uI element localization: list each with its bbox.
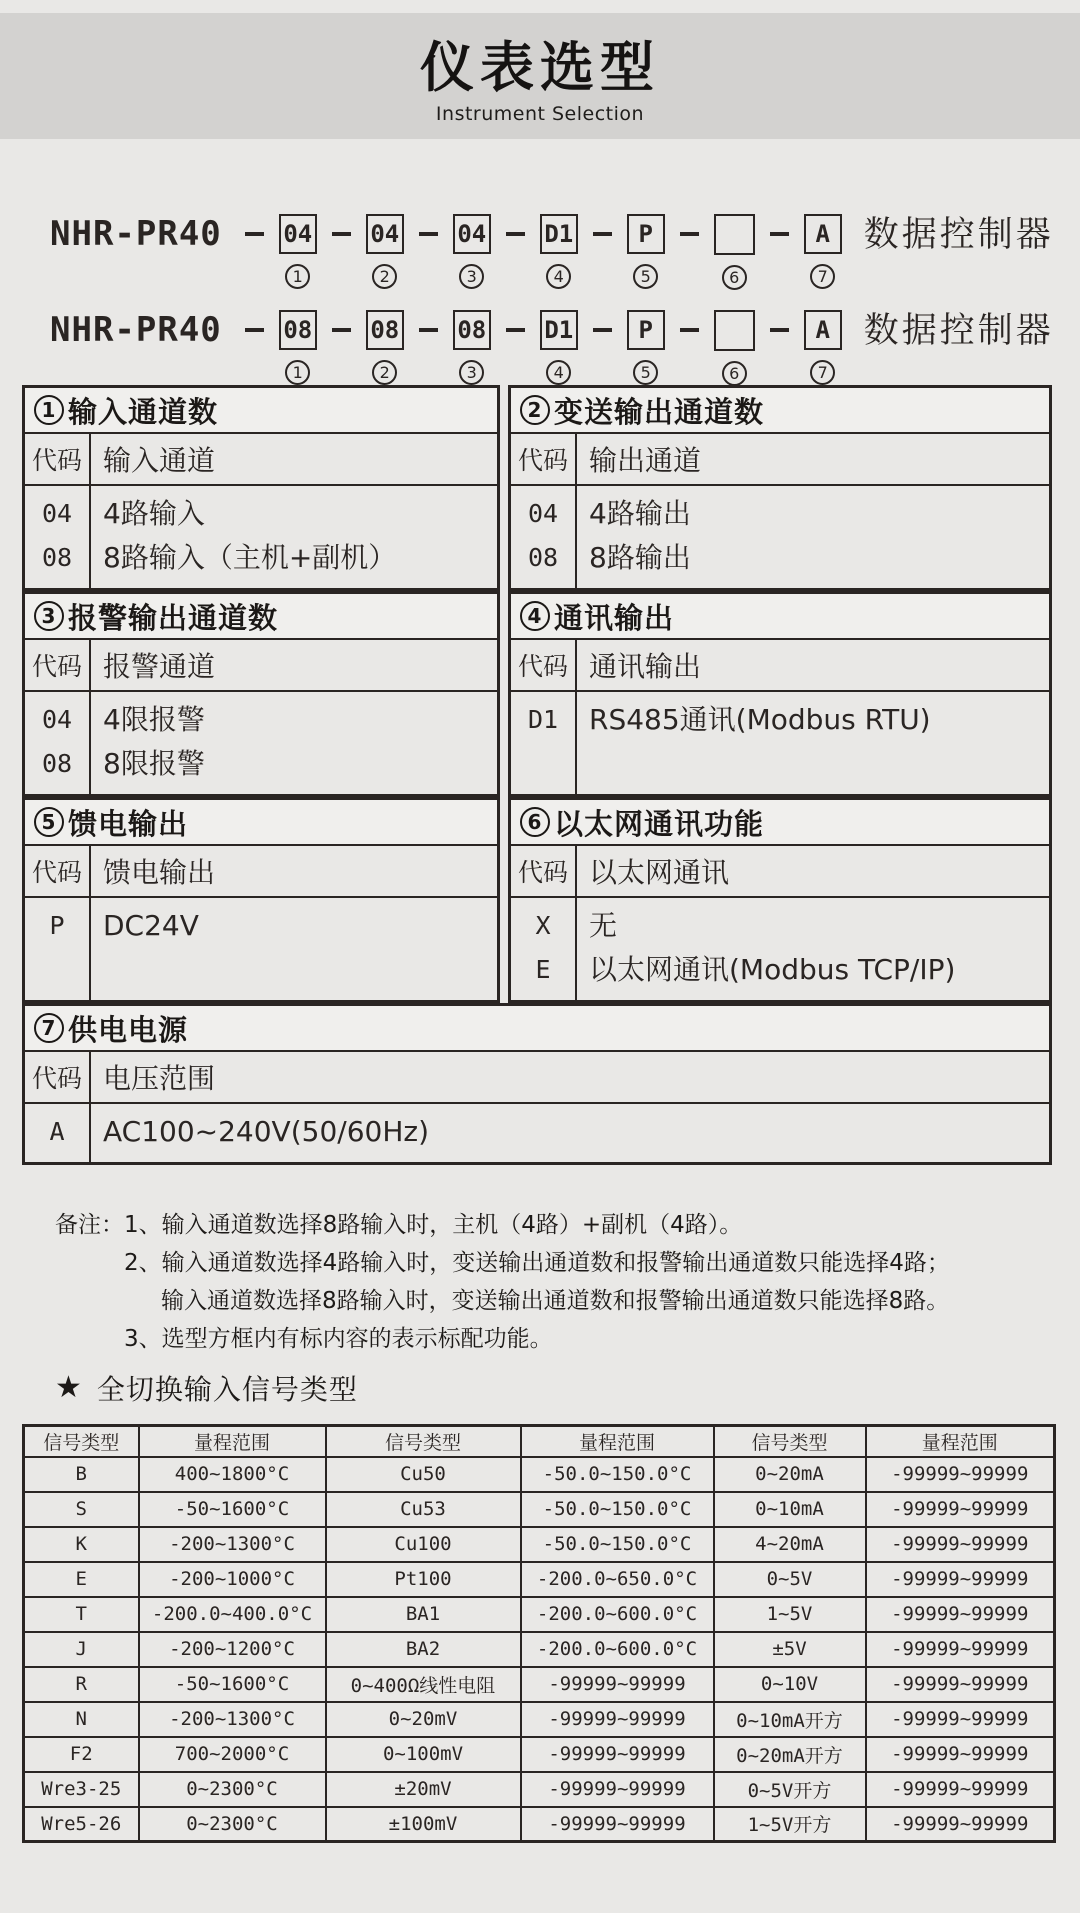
section-header <box>511 800 1049 846</box>
section-header <box>25 800 497 846</box>
model-slot-5 <box>627 214 665 289</box>
section-报警输出通道数 <box>22 591 500 797</box>
section-title: 供电电源 <box>68 1012 189 1047</box>
circled-number: 3 <box>459 360 484 385</box>
section-header <box>511 594 1049 640</box>
page-title: 仪表选型 <box>420 36 660 99</box>
model-code-box-empty <box>714 310 755 351</box>
section-header <box>511 388 1049 434</box>
signal-table-cell: -99999~99999 <box>866 1702 1055 1737</box>
section-column-headers <box>25 640 497 692</box>
signal-table-header-cell: 信号类型 <box>714 1426 866 1457</box>
signal-table-cell: F2 <box>24 1737 139 1772</box>
circled-number: 4 <box>546 264 571 289</box>
signal-table-row <box>24 1702 1055 1737</box>
circled-number: 5 <box>633 264 658 289</box>
circled-number: 2 <box>372 264 397 289</box>
value-column-header: 以太网通讯 <box>589 856 730 889</box>
signal-table-row <box>24 1562 1055 1597</box>
signal-table-cell: -99999~99999 <box>866 1597 1055 1632</box>
signal-table-cell: BA1 <box>326 1597 521 1632</box>
model-slot-6 <box>714 214 755 290</box>
code-column-header: 代码 <box>511 846 577 896</box>
signal-table-header-cell: 信号类型 <box>326 1426 521 1457</box>
code-column-header: 代码 <box>25 434 91 484</box>
model-prefix: NHR-PR40 <box>50 310 222 350</box>
notes-label: 备注： <box>55 1212 124 1238</box>
note-line: 输入通道数选择8路输入时，变送输出通道数和报警输出通道数只能选择8路。 <box>161 1288 950 1314</box>
model-code-box: 08 <box>279 310 317 350</box>
model-line-1 <box>50 214 1054 290</box>
signal-table-cell: 0~2300°C <box>139 1807 326 1842</box>
value-column <box>91 1104 1049 1162</box>
signal-table-cell: 0~5V开方 <box>714 1772 866 1807</box>
star-icon: ★ <box>55 1370 83 1405</box>
signal-table-cell: -200~1000°C <box>139 1562 326 1597</box>
signal-table-cell: -200.0~600.0°C <box>521 1632 714 1667</box>
signal-table-cell: K <box>24 1527 139 1562</box>
section-title: 变送输出通道数 <box>554 394 765 429</box>
option-code: X <box>535 911 551 940</box>
signal-table-cell: T <box>24 1597 139 1632</box>
section-title: 以太网通讯功能 <box>554 806 765 841</box>
option-code: D1 <box>527 705 559 734</box>
circled-number: 6 <box>722 361 747 386</box>
value-column-header: 馈电输出 <box>103 856 216 889</box>
circled-number: 2 <box>372 360 397 385</box>
section-column-headers <box>511 640 1049 692</box>
signal-types-table-wrap <box>22 1424 1053 1843</box>
signal-table-header-cell: 信号类型 <box>24 1426 139 1457</box>
code-column <box>25 692 91 794</box>
model-slot-2 <box>366 310 404 385</box>
code-column <box>511 692 577 794</box>
signal-table-cell: -200.0~400.0°C <box>139 1597 326 1632</box>
signal-table-cell: 0~20mV <box>326 1702 521 1737</box>
signal-table-cell: 0~100mV <box>326 1737 521 1772</box>
dash-separator <box>332 232 351 236</box>
notes-block <box>55 1206 950 1358</box>
signal-table-row <box>24 1527 1055 1562</box>
signal-table-cell: R <box>24 1667 139 1702</box>
option-value: 8路输出 <box>589 541 691 574</box>
signal-table-cell: ±100mV <box>326 1807 521 1842</box>
note-line: 3、选型方框内有标内容的表示标配功能。 <box>124 1326 553 1352</box>
signal-table-cell: ±5V <box>714 1632 866 1667</box>
code-column <box>25 1104 91 1162</box>
circled-number: 3 <box>459 264 484 289</box>
option-code: 08 <box>527 543 559 572</box>
option-code: 08 <box>41 749 73 778</box>
signal-table-cell: -99999~99999 <box>866 1737 1055 1772</box>
circled-number: 5 <box>633 360 658 385</box>
option-code: 04 <box>527 499 559 528</box>
signal-table-cell: -99999~99999 <box>866 1632 1055 1667</box>
section-馈电输出 <box>22 797 500 1003</box>
option-value: RS485通讯(Modbus RTU) <box>589 703 931 736</box>
option-value: DC24V <box>103 909 199 942</box>
circled-number: 3 <box>34 601 64 631</box>
signal-table-cell: 1~5V <box>714 1597 866 1632</box>
section-body <box>25 692 497 794</box>
signal-table-cell: -99999~99999 <box>521 1737 714 1772</box>
model-code-box: 08 <box>453 310 491 350</box>
model-code-box: 04 <box>453 214 491 254</box>
signal-table-cell: -99999~99999 <box>866 1527 1055 1562</box>
signal-table-row <box>24 1632 1055 1667</box>
value-column-header: 通讯输出 <box>589 650 702 683</box>
signal-table-cell: -99999~99999 <box>866 1772 1055 1807</box>
value-column <box>91 486 497 588</box>
dash-separator <box>332 328 351 332</box>
section-title: 报警输出通道数 <box>68 600 279 635</box>
section-header <box>25 388 497 434</box>
model-suffix: 数据控制器 <box>863 215 1054 255</box>
signal-table-cell: 0~5V <box>714 1562 866 1597</box>
option-value: 8限报警 <box>103 747 205 780</box>
section-变送输出通道数 <box>508 385 1052 591</box>
code-column <box>511 898 577 1000</box>
signal-table-cell: J <box>24 1632 139 1667</box>
signal-table-row <box>24 1492 1055 1527</box>
dash-separator <box>506 328 525 332</box>
signal-table-cell: ±20mV <box>326 1772 521 1807</box>
model-slot-3 <box>453 310 491 385</box>
option-code: 04 <box>41 499 73 528</box>
code-column-header: 代码 <box>25 1052 91 1102</box>
signal-table-cell: 0~20mA <box>714 1457 866 1492</box>
model-code-box: D1 <box>540 310 578 350</box>
model-code-box: A <box>804 310 842 350</box>
model-code-box: 08 <box>366 310 404 350</box>
signal-table-cell: 0~2300°C <box>139 1772 326 1807</box>
circled-number: 4 <box>520 601 550 631</box>
dash-separator <box>419 232 438 236</box>
section-column-headers <box>511 434 1049 486</box>
signal-table-cell: S <box>24 1492 139 1527</box>
model-line-2 <box>50 310 1054 386</box>
option-value: AC100~240V(50/60Hz) <box>103 1115 430 1148</box>
signal-table-cell: Wre3-25 <box>24 1772 139 1807</box>
option-value: 8路输入（主机+副机） <box>103 541 397 574</box>
section-column-headers <box>25 846 497 898</box>
signal-table-cell: 4~20mA <box>714 1527 866 1562</box>
signal-table-cell: 0~10V <box>714 1667 866 1702</box>
model-code-box: 04 <box>366 214 404 254</box>
signal-types-heading <box>55 1368 358 1408</box>
code-column <box>511 486 577 588</box>
option-code: A <box>49 1117 65 1146</box>
signal-table-cell: -50~1600°C <box>139 1667 326 1702</box>
dash-separator <box>245 232 264 236</box>
signal-table-cell: 0~10mA开方 <box>714 1702 866 1737</box>
model-prefix: NHR-PR40 <box>50 214 222 254</box>
value-column <box>91 692 497 794</box>
section-title: 馈电输出 <box>68 806 189 841</box>
section-供电电源 <box>22 1003 1052 1165</box>
signal-table-row <box>24 1667 1055 1702</box>
circled-number: 1 <box>285 360 310 385</box>
signal-table-cell: -200.0~600.0°C <box>521 1597 714 1632</box>
dash-separator <box>506 232 525 236</box>
circled-number: 4 <box>546 360 571 385</box>
code-column-header: 代码 <box>511 434 577 484</box>
signal-table-cell: -99999~99999 <box>866 1562 1055 1597</box>
option-code: E <box>535 955 551 984</box>
code-column-header: 代码 <box>25 846 91 896</box>
signal-table-cell: -99999~99999 <box>866 1492 1055 1527</box>
dash-separator <box>593 328 612 332</box>
value-column-header: 输入通道 <box>103 444 216 477</box>
option-code: 04 <box>41 705 73 734</box>
section-title: 输入通道数 <box>68 394 219 429</box>
signal-table-cell: 0~10mA <box>714 1492 866 1527</box>
section-column-headers <box>511 846 1049 898</box>
signal-table-row <box>24 1457 1055 1492</box>
signal-table-cell: -99999~99999 <box>521 1772 714 1807</box>
dash-separator <box>680 328 699 332</box>
section-column-headers <box>25 1052 1049 1104</box>
signal-table-header-cell: 量程范围 <box>866 1426 1055 1457</box>
signal-table-header-cell: 量程范围 <box>521 1426 714 1457</box>
dash-separator <box>770 328 789 332</box>
value-column-header: 电压范围 <box>103 1062 216 1095</box>
signal-table-cell: -99999~99999 <box>866 1457 1055 1492</box>
model-slot-3 <box>453 214 491 289</box>
dash-separator <box>680 232 699 236</box>
section-以太网通讯功能 <box>508 797 1052 1003</box>
signal-table-cell: -200~1300°C <box>139 1702 326 1737</box>
model-code-box: 04 <box>279 214 317 254</box>
section-body <box>511 486 1049 588</box>
value-column <box>91 898 497 1000</box>
option-value: 4限报警 <box>103 703 205 736</box>
section-title: 通讯输出 <box>554 600 675 635</box>
note-line: 1、输入通道数选择8路输入时，主机（4路）+副机（4路）。 <box>124 1212 743 1238</box>
dash-separator <box>593 232 612 236</box>
section-body <box>511 898 1049 1000</box>
value-column-header: 报警通道 <box>103 650 216 683</box>
model-slot-5 <box>627 310 665 385</box>
section-输入通道数 <box>22 385 500 591</box>
circled-number: 1 <box>285 264 310 289</box>
model-code-box: P <box>627 214 665 254</box>
signal-table-cell: BA2 <box>326 1632 521 1667</box>
circled-number: 6 <box>722 265 747 290</box>
circled-number: 5 <box>34 807 64 837</box>
signal-table-row <box>24 1597 1055 1632</box>
signal-table-cell: N <box>24 1702 139 1737</box>
signal-table-row <box>24 1807 1055 1842</box>
circled-number: 7 <box>810 360 835 385</box>
signal-table-cell: 400~1800°C <box>139 1457 326 1492</box>
model-code-box: A <box>804 214 842 254</box>
signal-table-cell: -50~1600°C <box>139 1492 326 1527</box>
section-通讯输出 <box>508 591 1052 797</box>
signal-table-cell: Cu100 <box>326 1527 521 1562</box>
model-slot-4 <box>540 310 578 385</box>
dash-separator <box>245 328 264 332</box>
code-column-header: 代码 <box>511 640 577 690</box>
signal-table-header-cell: 量程范围 <box>139 1426 326 1457</box>
model-slot-1 <box>279 214 317 289</box>
signal-table-cell: 1~5V开方 <box>714 1807 866 1842</box>
signal-table-cell: -99999~99999 <box>521 1807 714 1842</box>
model-slot-1 <box>279 310 317 385</box>
option-value: 4路输入 <box>103 497 205 530</box>
model-suffix: 数据控制器 <box>863 311 1054 351</box>
section-header <box>25 594 497 640</box>
circled-number: 7 <box>810 264 835 289</box>
circled-number: 2 <box>520 395 550 425</box>
signal-table-cell: Cu50 <box>326 1457 521 1492</box>
signal-table-header-row <box>24 1426 1055 1457</box>
circled-number: 6 <box>520 807 550 837</box>
notes-items <box>124 1206 950 1358</box>
option-value: 以太网通讯(Modbus TCP/IP) <box>589 953 956 986</box>
option-code: P <box>49 911 65 940</box>
signal-table-cell: B <box>24 1457 139 1492</box>
code-column <box>25 898 91 1000</box>
signal-table-cell: Cu53 <box>326 1492 521 1527</box>
signal-table-cell: -50.0~150.0°C <box>521 1492 714 1527</box>
model-code-box: P <box>627 310 665 350</box>
signal-table-cell: Pt100 <box>326 1562 521 1597</box>
signal-table-cell: 700~2000°C <box>139 1737 326 1772</box>
signal-table-cell: -99999~99999 <box>521 1702 714 1737</box>
signal-table-cell: 0~400Ω线性电阻 <box>326 1667 521 1702</box>
selection-options-tables <box>22 385 1052 1165</box>
option-code: 08 <box>41 543 73 572</box>
signal-table-cell: -200~1200°C <box>139 1632 326 1667</box>
code-column <box>25 486 91 588</box>
signal-table-cell: -99999~99999 <box>866 1667 1055 1702</box>
model-code-box: D1 <box>540 214 578 254</box>
section-body <box>25 898 497 1000</box>
code-column-header: 代码 <box>25 640 91 690</box>
dash-separator <box>770 232 789 236</box>
signal-table-row <box>24 1737 1055 1772</box>
signal-table-cell: -99999~99999 <box>521 1667 714 1702</box>
ordering-code-diagram <box>50 214 1054 386</box>
value-column-header: 输出通道 <box>589 444 702 477</box>
model-slot-6 <box>714 310 755 386</box>
model-slot-4 <box>540 214 578 289</box>
model-slot-2 <box>366 214 404 289</box>
value-column <box>577 898 1049 1000</box>
signal-table-cell: -50.0~150.0°C <box>521 1457 714 1492</box>
signal-table-cell: E <box>24 1562 139 1597</box>
signal-table-cell: -99999~99999 <box>866 1807 1055 1842</box>
model-slot-7 <box>804 310 842 385</box>
model-code-box-empty <box>714 214 755 255</box>
signal-types-table <box>22 1424 1056 1843</box>
section-body <box>25 486 497 588</box>
section-column-headers <box>25 434 497 486</box>
option-value: 4路输出 <box>589 497 691 530</box>
option-value: 无 <box>589 909 618 942</box>
signal-table-cell: 0~20mA开方 <box>714 1737 866 1772</box>
model-slot-7 <box>804 214 842 289</box>
signal-table-row <box>24 1772 1055 1807</box>
section-body <box>511 692 1049 794</box>
section-header <box>25 1006 1049 1052</box>
signal-table-cell: -200.0~650.0°C <box>521 1562 714 1597</box>
value-column <box>577 486 1049 588</box>
page-subtitle: Instrument Selection <box>435 103 645 125</box>
dash-separator <box>419 328 438 332</box>
note-line: 2、输入通道数选择4路输入时，变送输出通道数和报警输出通道数只能选择4路； <box>124 1250 950 1276</box>
circled-number: 7 <box>34 1013 64 1043</box>
signal-table-cell: -200~1300°C <box>139 1527 326 1562</box>
signal-types-heading-label: 全切换输入信号类型 <box>96 1373 358 1406</box>
value-column <box>577 692 1049 794</box>
section-body <box>25 1104 1049 1162</box>
circled-number: 1 <box>34 395 64 425</box>
signal-table-cell: Wre5-26 <box>24 1807 139 1842</box>
signal-table-cell: -50.0~150.0°C <box>521 1527 714 1562</box>
header-band <box>0 13 1080 139</box>
